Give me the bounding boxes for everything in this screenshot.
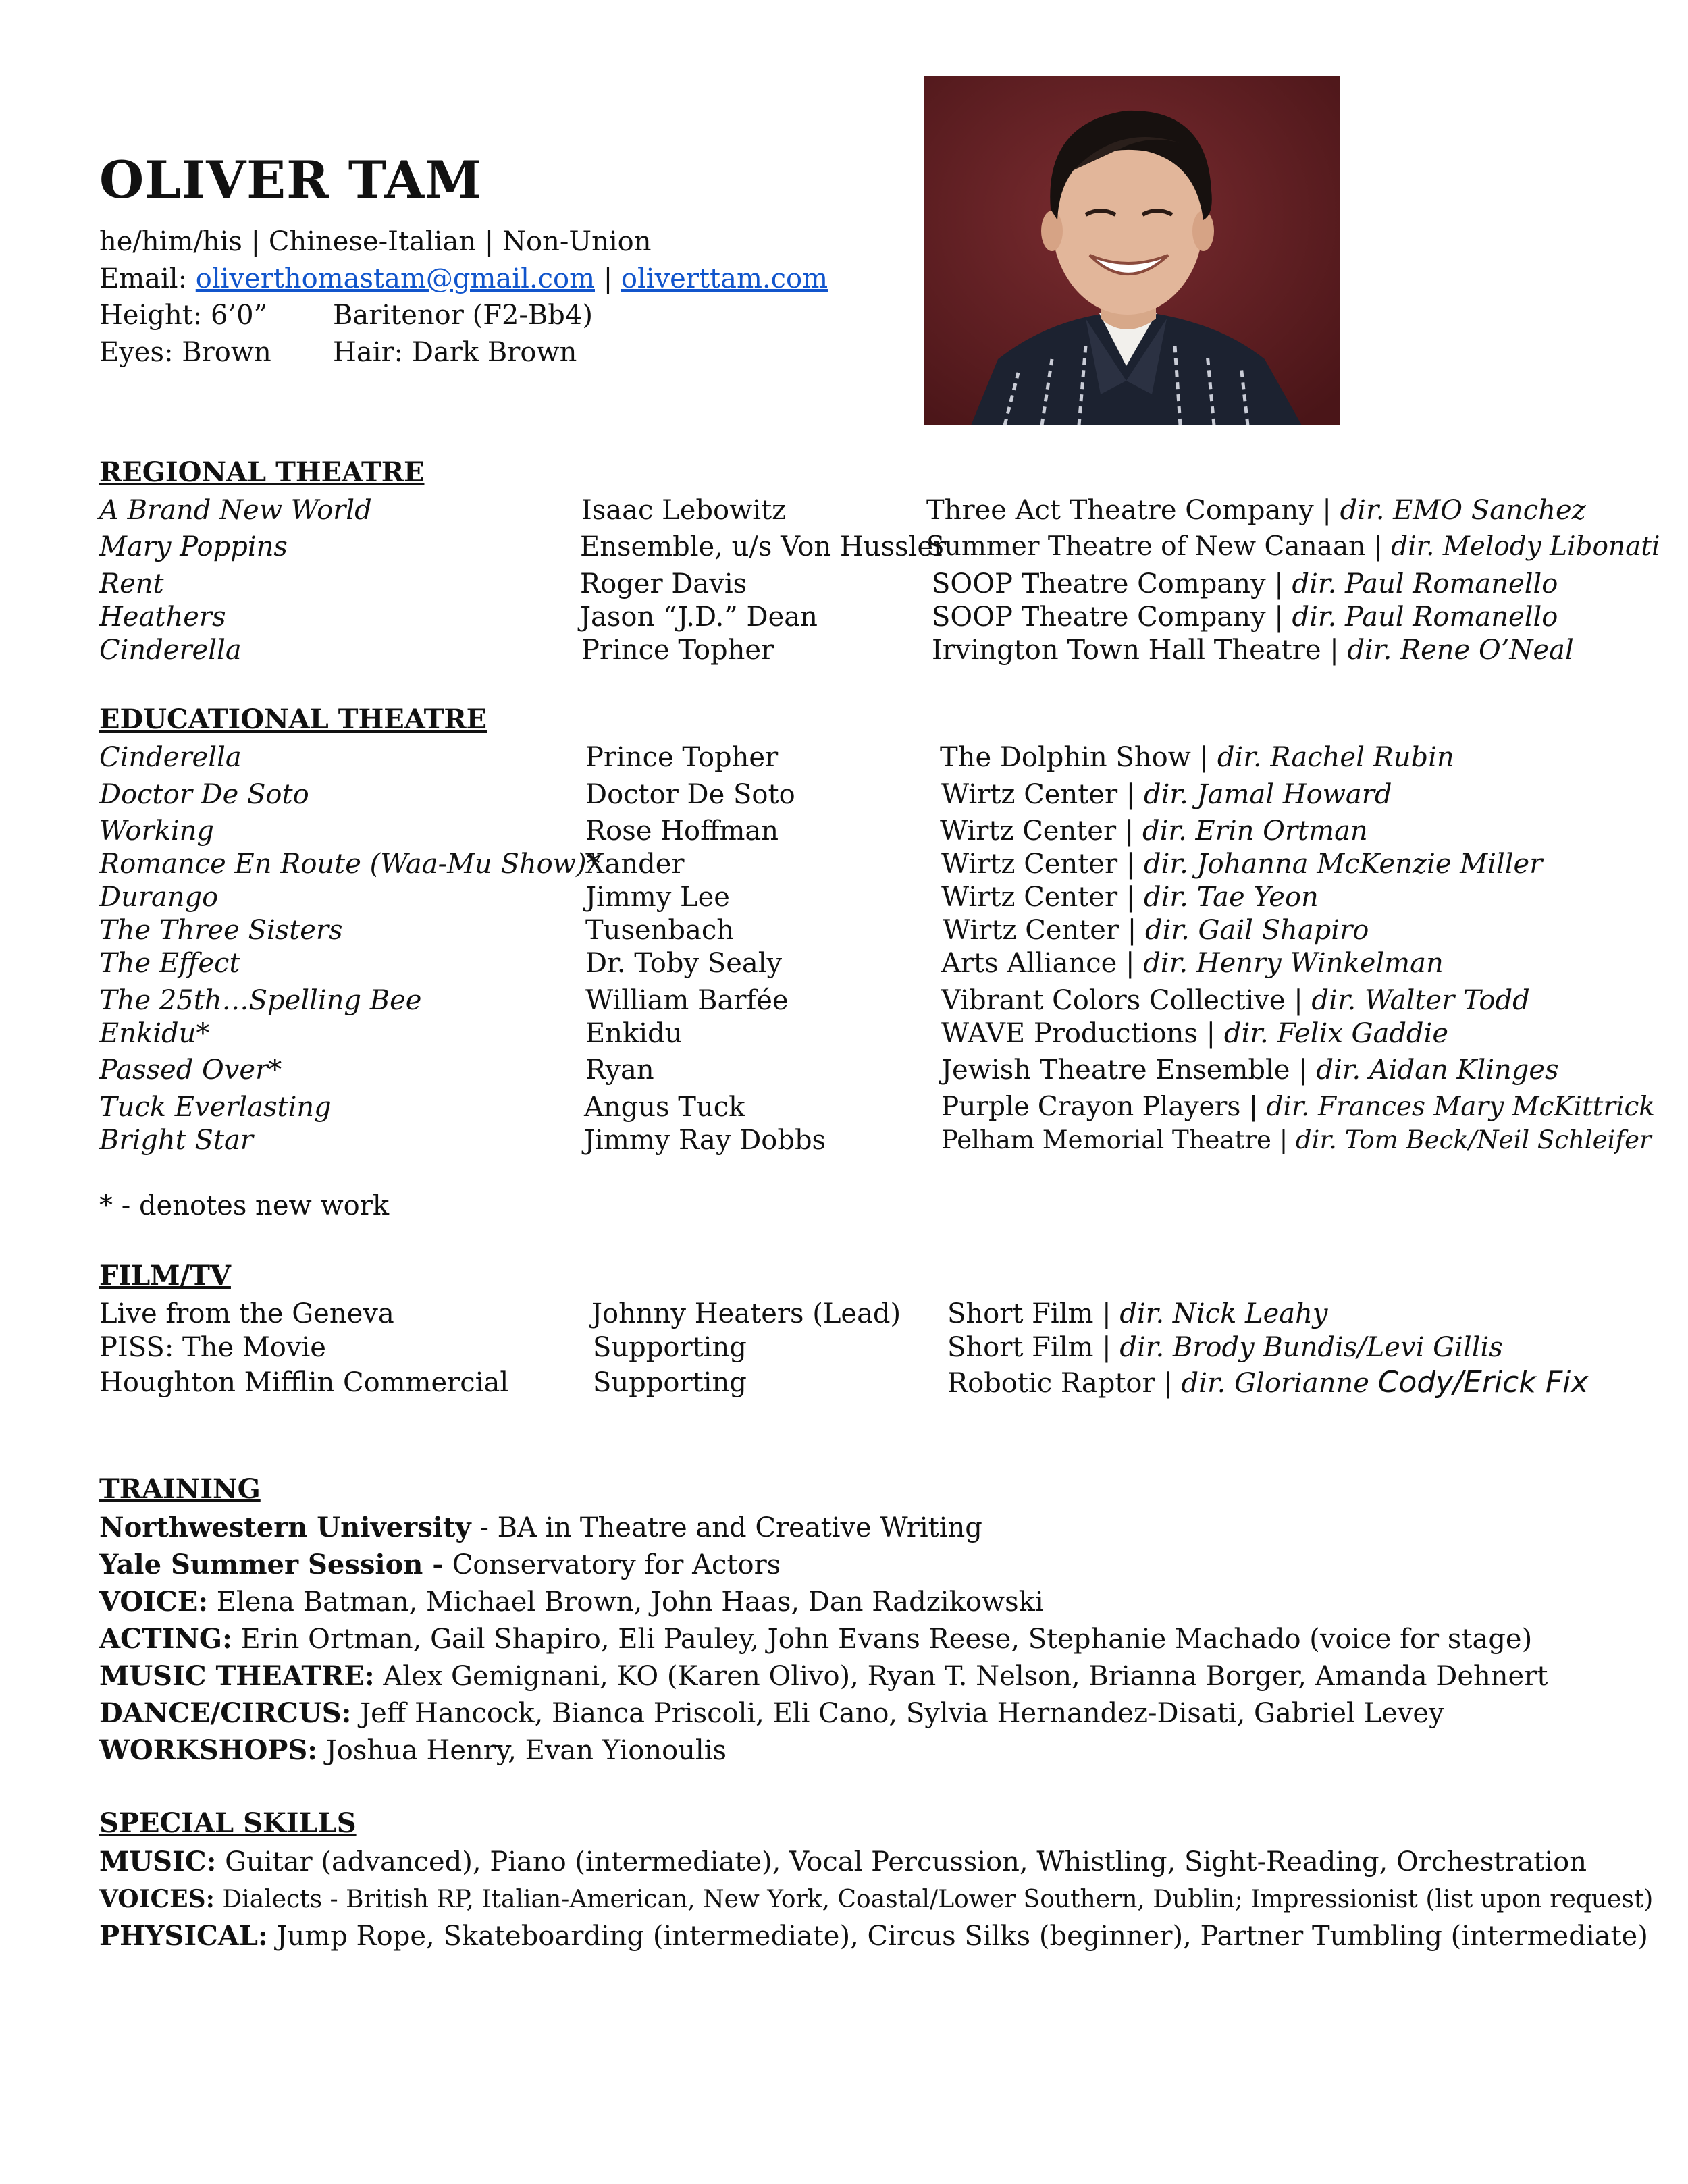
credit-role: Roger Davis — [580, 568, 747, 600]
hair: Hair: Dark Brown — [333, 337, 577, 368]
credit-director: dir. Erin Ortman — [1142, 816, 1368, 847]
credit-row — [0, 946, 1688, 981]
credit-role: Tusenbach — [585, 915, 735, 946]
credit-title: Working — [99, 816, 214, 847]
credit-company: Pelham Memorial Theatre | — [941, 1125, 1296, 1154]
credit-venue — [932, 600, 1558, 635]
credit-director-extra: Cody/Erick Fix — [1377, 1365, 1589, 1400]
email-label: Email: — [99, 263, 196, 294]
credit-role: Rose Hoffman — [585, 816, 779, 847]
skill-line — [99, 1882, 1653, 1917]
credit-venue — [941, 880, 1319, 915]
website-link[interactable]: oliverttam.com — [621, 263, 828, 294]
training-text: Elena Batman, Michael Brown, John Haas, Dan Radzikowski — [207, 1587, 1044, 1618]
skill-line — [99, 1844, 1587, 1880]
credit-venue — [940, 740, 1454, 775]
credit-role: Doctor De Soto — [585, 779, 795, 810]
credit-venue — [947, 1296, 1328, 1331]
credit-row — [0, 1365, 1688, 1400]
credit-director: dir. EMO Sanchez — [1340, 495, 1586, 526]
credit-company: Irvington Town Hall Theatre | — [932, 635, 1348, 666]
credit-director: dir. Paul Romanello — [1292, 602, 1558, 633]
height: Height: 6’0” — [99, 300, 268, 331]
credit-company: SOOP Theatre Company | — [932, 602, 1292, 633]
credit-venue — [941, 847, 1542, 882]
training-line — [99, 1547, 781, 1582]
credit-company: Jewish Theatre Ensemble | — [941, 1055, 1317, 1086]
credit-venue — [947, 1365, 1588, 1401]
credit-title: The 25th…Spelling Bee — [99, 985, 422, 1016]
credit-role: Enkidu — [585, 1018, 683, 1049]
credit-title: The Three Sisters — [99, 915, 343, 946]
credit-row — [0, 814, 1688, 849]
credit-row — [0, 847, 1688, 882]
credit-company: Wirtz Center | — [943, 915, 1145, 946]
credit-role: Dr. Toby Sealy — [585, 948, 783, 979]
skill-text: Dialects - British RP, Italian-American, New York, Coastal/Lower Southern, Dublin; Impressionist (list upon request) — [214, 1886, 1654, 1913]
credit-row — [0, 913, 1688, 948]
credit-row — [0, 529, 1688, 564]
regional-theatre-heading: REGIONAL THEATRE — [99, 456, 425, 488]
credit-title: Tuck Everlasting — [99, 1092, 332, 1123]
training-line — [99, 1622, 1532, 1657]
training-line — [99, 1696, 1444, 1731]
training-line — [99, 1733, 727, 1768]
credit-role: Supporting — [593, 1367, 747, 1398]
credit-company: Wirtz Center | — [941, 779, 1144, 810]
credit-company: Summer Theatre of New Canaan | — [926, 531, 1392, 562]
credit-company: Purple Crayon Players | — [941, 1092, 1267, 1122]
credit-director: dir. Melody Libonati — [1391, 531, 1660, 562]
credit-row — [0, 1053, 1688, 1088]
credit-director: dir. Frances Mary McKittrick — [1266, 1092, 1655, 1122]
training-text: Erin Ortman, Gail Shapiro, Eli Pauley, John Evans Reese, Stephanie Machado (voice for stage) — [232, 1624, 1533, 1655]
credit-title: Doctor De Soto — [99, 779, 309, 810]
credit-role: Jimmy Ray Dobbs — [584, 1125, 826, 1156]
credit-row — [0, 777, 1688, 812]
training-text: Conservatory for Actors — [443, 1549, 781, 1580]
credit-role: William Barfée — [585, 985, 789, 1016]
credit-company: WAVE Productions | — [941, 1018, 1224, 1049]
training-heading: TRAINING — [99, 1473, 261, 1505]
skill-label: MUSIC: — [99, 1846, 217, 1877]
headshot-illustration — [924, 76, 1340, 425]
new-work-note: * - denotes new work — [99, 1190, 390, 1221]
credit-director: dir. Gail Shapiro — [1145, 915, 1369, 946]
credit-company: Wirtz Center | — [941, 882, 1144, 913]
credit-director: dir. Felix Gaddie — [1223, 1018, 1448, 1049]
educational-theatre-heading: EDUCATIONAL THEATRE — [99, 703, 487, 735]
training-label: VOICE: — [99, 1586, 208, 1618]
training-label: Northwestern University — [99, 1512, 471, 1543]
voice-type: Baritenor (F2-Bb4) — [333, 300, 593, 331]
credit-role: Xander — [585, 849, 685, 880]
credit-company: The Dolphin Show | — [940, 742, 1217, 773]
credit-title: Romance En Route (Waa-Mu Show)* — [99, 849, 600, 880]
training-label: DANCE/CIRCUS: — [99, 1697, 352, 1729]
credit-title: Houghton Mifflin Commercial — [99, 1367, 509, 1398]
credit-company: Vibrant Colors Collective | — [941, 985, 1312, 1016]
credit-director: dir. Johanna McKenzie Miller — [1144, 849, 1543, 880]
skill-label: VOICES: — [99, 1885, 215, 1913]
credit-row — [0, 880, 1688, 915]
training-label: Yale Summer Session - — [99, 1549, 444, 1580]
eyes: Eyes: Brown — [99, 337, 271, 368]
credit-venue — [941, 1090, 1655, 1125]
credit-company: Short Film | — [947, 1332, 1120, 1363]
credit-director: dir. Jamal Howard — [1144, 779, 1392, 810]
credit-venue — [941, 1053, 1559, 1088]
credit-director: dir. Paul Romanello — [1292, 568, 1558, 600]
credit-venue — [926, 493, 1586, 528]
skill-text: Guitar (advanced), Piano (intermediate), Vocal Percussion, Whistling, Sight-Reading, Orchestration — [216, 1846, 1587, 1877]
credit-title: Live from the Geneva — [99, 1298, 394, 1329]
credit-company: Short Film | — [947, 1298, 1120, 1329]
credit-row — [0, 633, 1688, 668]
credit-director: dir. Rachel Rubin — [1217, 742, 1454, 773]
credit-row — [0, 1330, 1688, 1365]
credit-role: Angus Tuck — [584, 1092, 745, 1123]
credit-role: Ensemble, u/s Von Hussler — [580, 531, 947, 562]
skill-label: PHYSICAL: — [99, 1920, 268, 1952]
credit-row — [0, 740, 1688, 775]
credit-title: Heathers — [99, 602, 226, 633]
training-text: - BA in Theatre and Creative Writing — [471, 1512, 982, 1543]
training-line — [99, 1659, 1548, 1694]
credit-title: The Effect — [99, 948, 240, 979]
contact-separator: | — [595, 263, 621, 294]
credit-title: Durango — [99, 882, 219, 913]
credit-venue — [932, 633, 1574, 668]
credit-row — [0, 566, 1688, 602]
credit-director: dir. Nick Leahy — [1119, 1298, 1328, 1329]
credit-title: Mary Poppins — [99, 531, 288, 562]
training-label: WORKSHOPS: — [99, 1734, 318, 1766]
credit-role: Isaac Lebowitz — [581, 495, 787, 526]
skill-line — [99, 1919, 1648, 1954]
credit-venue — [947, 1330, 1503, 1365]
training-line — [99, 1510, 982, 1545]
credit-director: dir. Henry Winkelman — [1143, 948, 1444, 979]
credit-row — [0, 1090, 1688, 1125]
credit-director: dir. Aidan Klinges — [1316, 1055, 1559, 1086]
credit-director: dir. Walter Todd — [1311, 985, 1530, 1016]
credit-director: dir. Rene O’Neal — [1347, 635, 1574, 666]
credit-venue — [940, 814, 1368, 849]
training-line — [99, 1584, 1044, 1620]
credit-director: dir. Glorianne — [1181, 1368, 1378, 1399]
credit-role: Johnny Heaters (Lead) — [591, 1298, 901, 1329]
credit-company: Robotic Raptor | — [947, 1368, 1182, 1399]
credit-director: dir. Brody Bundis/Levi Gillis — [1119, 1332, 1503, 1363]
training-text: Alex Gemignani, KO (Karen Olivo), Ryan T. Nelson, Brianna Borger, Amanda Dehnert — [374, 1661, 1548, 1692]
credit-row — [0, 600, 1688, 635]
credit-title: Rent — [99, 568, 164, 600]
credit-role: Supporting — [593, 1332, 747, 1363]
special-skills-heading: SPECIAL SKILLS — [99, 1807, 357, 1839]
credit-company: Wirtz Center | — [941, 849, 1144, 880]
training-label: MUSIC THEATRE: — [99, 1660, 375, 1692]
credit-venue — [943, 913, 1369, 948]
film-tv-heading: FILM/TV — [99, 1260, 231, 1291]
credit-role: Ryan — [585, 1055, 654, 1086]
credit-company: Wirtz Center | — [940, 816, 1142, 847]
eyes-line — [99, 336, 577, 369]
identity-line: he/him/his | Chinese-Italian | Non-Union — [99, 226, 652, 257]
credit-director: dir. Tom Beck/Neil Schleifer — [1295, 1125, 1652, 1154]
credit-title: Cinderella — [99, 742, 242, 773]
credit-title: Passed Over* — [99, 1055, 282, 1086]
headshot-photo — [924, 76, 1340, 425]
credit-role: Jason “J.D.” Dean — [580, 602, 818, 633]
training-text: Joshua Henry, Evan Yionoulis — [317, 1735, 727, 1766]
actor-name: OLIVER TAM — [99, 150, 483, 210]
credit-venue — [941, 946, 1444, 981]
credit-row — [0, 1296, 1688, 1331]
contact-line — [99, 263, 828, 295]
credit-venue — [941, 983, 1530, 1018]
height-line — [99, 299, 593, 331]
credit-row — [0, 983, 1688, 1018]
email-link[interactable]: oliverthomastam@gmail.com — [195, 263, 595, 294]
credit-title: PISS: The Movie — [99, 1332, 326, 1363]
credit-role: Prince Topher — [585, 742, 779, 773]
credit-venue — [941, 1016, 1448, 1051]
credit-role: Jimmy Lee — [585, 882, 730, 913]
credit-company: Three Act Theatre Company | — [926, 495, 1340, 526]
credit-director: dir. Tae Yeon — [1144, 882, 1319, 913]
training-label: ACTING: — [99, 1623, 232, 1655]
credit-title: Bright Star — [99, 1125, 253, 1156]
credit-role: Prince Topher — [581, 635, 774, 666]
credit-row — [0, 1016, 1688, 1051]
credit-company: Arts Alliance | — [941, 948, 1144, 979]
skill-text: Jump Rope, Skateboarding (intermediate), Circus Silks (beginner), Partner Tumbling (intermediate) — [267, 1921, 1648, 1952]
training-text: Jeff Hancock, Bianca Priscoli, Eli Cano, Sylvia Hernandez-Disati, Gabriel Levey — [351, 1698, 1444, 1729]
credit-venue — [941, 777, 1392, 812]
credit-title: A Brand New World — [99, 495, 372, 526]
credit-row — [0, 493, 1688, 528]
credit-title: Enkidu* — [99, 1018, 210, 1049]
credit-title: Cinderella — [99, 635, 242, 666]
credit-venue — [926, 529, 1660, 564]
credit-row — [0, 1123, 1688, 1158]
credit-venue — [941, 1123, 1652, 1158]
credit-venue — [932, 566, 1558, 602]
credit-company: SOOP Theatre Company | — [932, 568, 1292, 600]
